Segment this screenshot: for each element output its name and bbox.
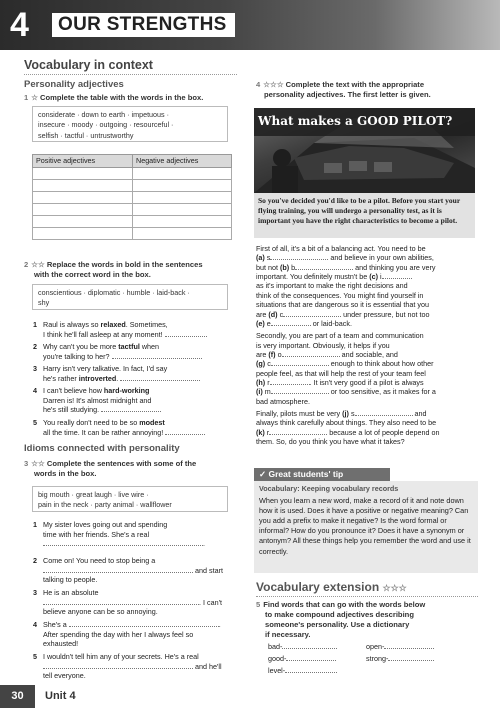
article-passage: First of all, it's a bit of a balancing act. You need to be (a) s and believe in your own abilities, but not (b) b and thinking you are very important. You definitely mustn't be (c) i as it's important to make the right decisions and think of the consequences. You might find yourself in situations that are dangerous so it is essential that you are (d) c under pressure, but not too (e) e or laid-back. Secondly, you are part of a team and communication is very important. Obviously, it helps if you are (f) o and sociable, and (g) c enough to think about how other people feel, as that will help the rest of your team feel (h) r . It isn't very good if a pilot is always (i) m or too sensitive, as it makes for a bad atmosphere. Finally, pilots must be very (j) s and always think carefully about things. They also need to be (k) r because a lot of people depend on them. So, do you think you have what it takes? [256,244,440,447]
answer-blank[interactable] [101,411,161,412]
answer-blank[interactable] [120,380,200,381]
answer-blank[interactable] [165,336,207,337]
ex5-item-level: level- [268,666,337,676]
answer-blank[interactable] [285,672,337,673]
table-cell[interactable] [133,203,232,215]
article-intro: So you've decided you'd like to be a pilot. Before you start your flying training, you will undergo a personality test, as it is important you have the right characteristics to become a pilot. [254,193,475,238]
gap-c[interactable] [382,273,412,279]
answer-blank[interactable] [384,648,434,649]
ex2-item-4: 4 I can't believe how hard-working Darren is! It's almost midnight and he's still studying. [33,386,238,415]
gap-k[interactable] [269,429,327,435]
unit-title: OUR STRENGTHS [52,13,235,37]
table-cell[interactable] [133,167,232,179]
ex3-item-2: 2 Come on! You need to stop being a and start talking to people. [33,556,223,584]
gap-d[interactable] [283,311,341,317]
ex3-item-4: 4 She's a . After spending the day with her I always feel so exhausted! [33,620,221,648]
table-cell[interactable] [133,179,232,191]
table-cell[interactable] [33,215,133,227]
ex3-item-3: 3 He is an absolute . I can't believe anyone can be so annoying. [33,588,222,616]
answer-blank[interactable] [43,572,193,573]
ex5-item-bad: bad- [268,642,337,652]
table-cell[interactable] [133,215,232,227]
exercise-2-instruction: 2 ☆☆ Replace the words in bold in the sentences with the correct word in the box. [24,260,203,280]
check-icon: ✓ [259,469,267,479]
ex2-item-1: 1 Raul is always so relaxed. Sometimes, I think he'll fall asleep at any moment! [33,320,238,339]
table-cell[interactable] [33,167,133,179]
section-title: Vocabulary in context [24,58,153,72]
gap-h[interactable] [270,379,310,385]
exercise-3-word-box: big mouth · great laugh · live wire · pain in the neck · party animal · wallflower [32,486,228,512]
star-icon: ☆☆ [31,260,45,269]
col-negative: Negative adjectives [133,155,232,168]
footer-unit-label: Unit 4 [45,690,76,702]
ex5-item-strong: strong- [366,654,434,664]
table-cell[interactable] [33,191,133,203]
table-cell[interactable] [133,191,232,203]
answer-blank[interactable] [112,358,202,359]
ex2-item-2: 2 Why can't you be more tactful when you're talking to her? [33,342,238,361]
section-rule [24,74,237,75]
gap-a[interactable] [270,254,328,260]
exercise-2-word-box: conscientious · diplomatic · humble · laid-back · shy [32,284,228,310]
gap-b[interactable] [295,264,353,270]
star-icon: ☆☆☆ [263,80,284,89]
section-rule [256,596,478,597]
table-cell[interactable] [33,227,133,239]
exercise-1-instruction: 1 ☆ Complete the table with the words in the box. [24,93,204,102]
gap-f[interactable] [282,351,340,357]
table-cell[interactable] [33,203,133,215]
ex5-item-good: good- [268,654,336,664]
subsection-idioms: Idioms connected with personality [24,443,180,454]
ex3-item-5: 5 I wouldn't tell him any of your secrets. He's a real and he'll tell everyone. [33,652,222,680]
page-number: 30 [0,685,35,708]
ex2-item-5: 5 You really don't need to be so modest all the time. It can be rather annoying! [33,418,238,437]
tip-text: When you learn a new word, make a record of it and note down how it is used. Does it have a positive or negative meaning? Can you add a prefix to make it negative? Is the word formal or informal? How do you pronounce it? Does it have a synonym or antonym? All these things help you remember the word and use it correctly. [259,495,471,556]
gap-e[interactable] [271,320,311,326]
gap-i[interactable] [271,388,329,394]
exercise-3-instruction: 3 ☆☆ Complete the sentences with some of the words in the box. [24,459,197,479]
answer-blank[interactable] [43,604,199,605]
tip-box [254,481,478,573]
gap-g[interactable] [271,360,329,366]
vocabulary-extension-title: Vocabulary extension ☆☆☆ [256,580,407,594]
adjectives-table [32,154,232,240]
article-title: What makes a GOOD PILOT? [254,108,475,136]
unit-number: 4 [10,6,29,44]
answer-blank[interactable] [43,668,193,669]
gap-j[interactable] [355,410,413,416]
table-cell[interactable] [133,227,232,239]
star-icon: ☆ [31,93,39,102]
answer-blank[interactable] [165,434,205,435]
answer-blank[interactable] [43,545,203,546]
tip-tab: ✓ Great students' tip [254,468,390,481]
star-icon: ☆☆☆ [382,583,407,593]
col-positive: Positive adjectives [33,155,133,168]
ex3-item-1: 1 My sister loves going out and spending time with her friends. She's a real . [33,520,205,548]
answer-blank[interactable] [286,660,336,661]
answer-blank[interactable] [282,648,337,649]
tip-subtitle: Vocabulary: Keeping vocabulary records [259,484,399,493]
answer-blank[interactable] [69,626,219,627]
ex5-item-open: open- [366,642,434,652]
star-icon: ☆☆ [31,459,45,468]
exercise-1-word-box: considerate · down to earth · impetuous · insecure · moody · outgoing · resourceful · selfish · tactful · untrustworthy [32,106,228,142]
subsection-personality-adjectives: Personality adjectives [24,79,124,90]
exercise-5-instruction: 5 Find words that can go with the words below to make compound adjectives describing someone's personality. Use a dictionary if necessary. [256,600,426,640]
table-cell[interactable] [33,179,133,191]
exercise-4-instruction: 4 ☆☆☆ Complete the text with the appropriate personality adjectives. The first letter is given. [256,80,431,100]
answer-blank[interactable] [388,660,434,661]
exercise-1-number: 1 [24,93,29,102]
ex2-item-3: 3 Harry isn't very talkative. In fact, I'd say he's rather introverted. [33,364,238,383]
